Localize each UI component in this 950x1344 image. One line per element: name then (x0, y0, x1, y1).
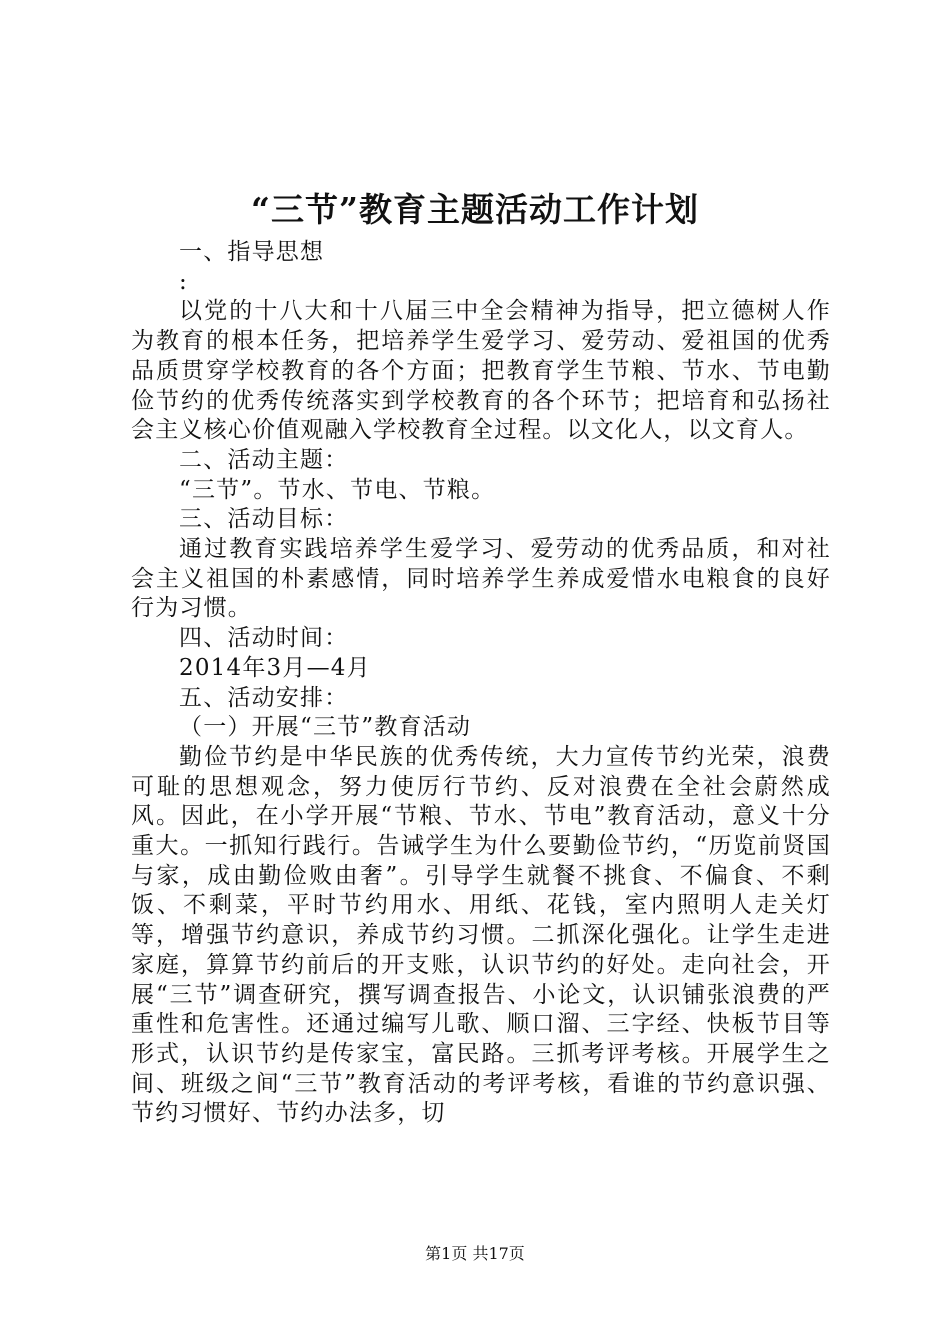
section-2-content: “三节”。节水、节电、节粮。 (179, 476, 496, 503)
section-3-heading: 三、活动目标： (179, 506, 349, 533)
section-1-colon: : (179, 268, 188, 295)
document-title: “三节”教育主题活动工作计划 (251, 190, 699, 229)
section-3-paragraph: 通过教育实践培养学生爱学习、爱劳动的优秀品质，和对社会主义祖国的朴素感情，同时培养学生养成爱惜水电粮食的良好行为习惯。 (131, 536, 831, 622)
section-5-heading: 五、活动安排： (179, 684, 349, 711)
page-footer: 第1页 共17页 (425, 1244, 525, 1263)
section-4-heading: 四、活动时间： (179, 625, 349, 652)
section-5-subheading: （一）开展“三节”教育活动 (179, 714, 472, 741)
section-4-content: 2014年3月—4月 (179, 654, 371, 681)
section-2-heading: 二、活动主题： (179, 446, 349, 473)
section-1-heading: 一、指导思想 (179, 239, 325, 265)
document-body (131, 238, 831, 1129)
section-5-paragraph: 勤俭节约是中华民族的优秀传统，大力宣传节约光荣，浪费可耻的思想观念，努力使厉行节约、反对浪费在全社会蔚然成风。因此，在小学开展“节粮、节水、节电”教育活动，意义十分重大。一抓知行践行。告诫学生为什么要勤俭节约，“历览前贤国与家，成由勤俭败由奢”。引导学生就餐不挑食、不偏食、不剩饭、不剩菜，平时节约用水、用纸、花钱，室内照明人走关灯等，增强节约意识，养成节约习惯。二抓深化强化。让学生走进家庭，算算节约前后的开支账，认识节约的好处。走向社会，开展“三节”调查研究，撰写调查报告、小论文，认识铺张浪费的严重性和危害性。还通过编写儿歌、顺口溜、三字经、快板节目等形式，认识节约是传家宝，富民路。三抓考评考核。开展学生之间、班级之间“三节”教育活动的考评考核，看谁的节约意识强、节约习惯好、节约办法多，切 (131, 743, 831, 1127)
section-1-paragraph: 以党的十八大和十八届三中全会精神为指导，把立德树人作为教育的根本任务，把培养学生爱学习、爱劳动、爱祖国的优秀品质贯穿学校教育的各个方面；把教育学生节粮、节水、节电勤俭节约的优秀传统落实到学校教育的各个环节；把培育和弘扬社会主义核心价值观融入学校教育全过程。以文化人，以文育人。 (131, 298, 831, 444)
